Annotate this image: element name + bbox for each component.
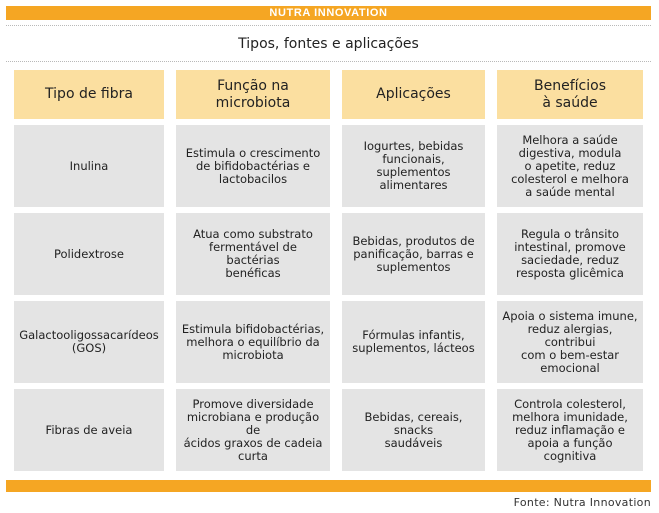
table-cell-function [176,389,330,471]
table-cell-fiber-type [14,125,164,207]
cell-text: Bebidas, produtos de panificação, barras e suplementos [352,233,475,274]
cell-text: Melhora a saúde digestiva, modula o apetite, reduz colesterol e melhora a saúde mental [511,132,629,199]
column-header-fiber-type [14,70,164,119]
column-header-applications [342,70,485,119]
cell-text: Estimula o crescimento de bifidobactérias e lactobacilos [185,145,321,186]
column-header-label: Benefícios à saúde [534,77,606,111]
fiber-table [14,70,645,477]
divider-bottom [6,61,651,62]
cell-text: Apoia o sistema imune, reduz alergias, contribui com o bem-estar emocional [502,308,638,375]
cell-text: Iogurtes, bebidas funcionais, suplementos alimentares [363,139,464,192]
column-header-label: Função na microbiota [215,77,291,111]
table-cell-benefits [497,301,643,383]
cell-text: Estimula bifidobactérias, melhora o equilíbrio da microbiota [181,321,325,362]
cell-text: Promove diversidade microbiana e produção de ácidos graxos de cadeia curta [183,396,323,463]
brand-banner: NUTRA INNOVATION [6,6,651,20]
page-subtitle: Tipos, fontes e aplicações [238,36,419,52]
table-cell-applications [342,301,485,383]
column-header-label: Aplicações [376,86,451,102]
cell-text: Bebidas, cereais, snacks saudáveis [364,409,463,450]
table-cell-function [176,301,330,383]
column-header-label: Tipo de fibra [45,86,133,102]
cell-text: Fibras de aveia [45,422,133,437]
table-cell-applications [342,389,485,471]
table-cell-fiber-type [14,213,164,295]
table-cell-benefits [497,125,643,207]
source-credit: Fonte: Nutra Innovation [513,496,651,509]
table-cell-function [176,213,330,295]
table-cell-applications [342,125,485,207]
cell-text: Polidextrose [53,246,125,261]
table-cell-applications [342,213,485,295]
cell-text: Atua como substrato fermentável de bactérias benéficas [193,227,313,280]
cell-text: Galactooligossacarídeos (GOS) [19,328,159,355]
cell-text: Inulina [69,158,109,173]
cell-text: Fórmulas infantis, suplementos, lácteos [352,328,475,355]
footer-bar [6,480,651,492]
table-cell-benefits [497,389,643,471]
cell-text: Controla colesterol, melhora imunidade, reduz inflamação e apoia a função cognitiva [512,396,628,463]
column-header-function [176,70,330,119]
table-cell-function [176,125,330,207]
table-cell-benefits [497,213,643,295]
table-cell-fiber-type [14,389,164,471]
divider-top [6,25,651,26]
cell-text: Regula o trânsito intestinal, promove saciedade, reduz resposta glicêmica [514,227,626,280]
table-cell-fiber-type [14,301,164,383]
column-header-benefits [497,70,643,119]
